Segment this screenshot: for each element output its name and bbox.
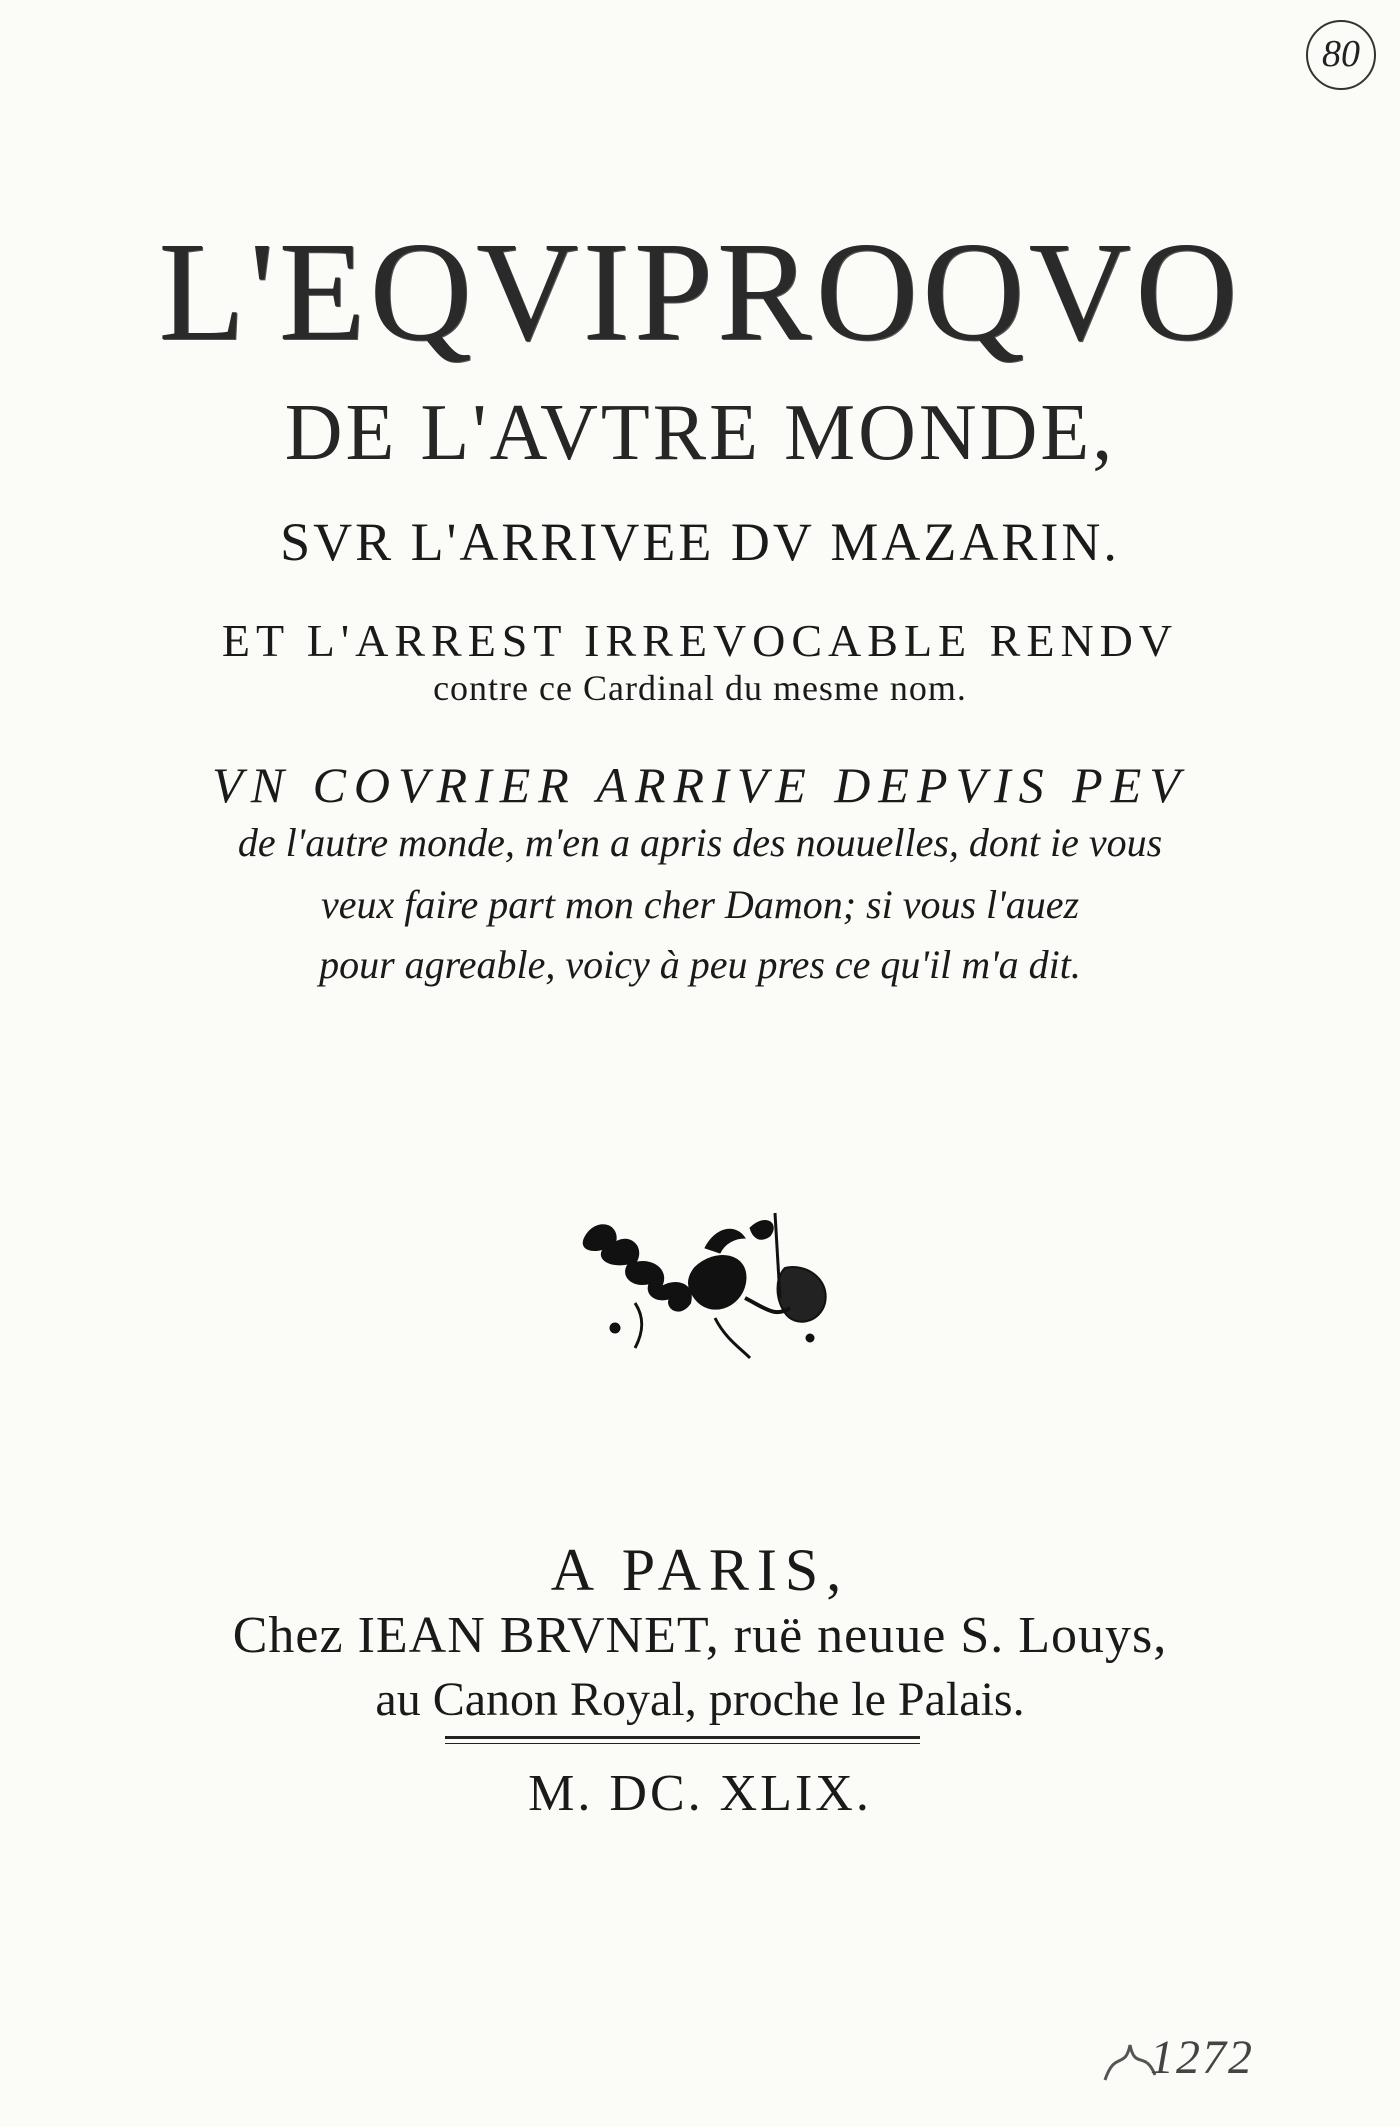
imprint-place: A PARIS,	[550, 1537, 850, 1603]
title-line-3: SVR L'ARRIVEE DV MAZARIN.	[280, 512, 1120, 572]
printers-ornament-icon	[575, 1208, 845, 1368]
imprint-address: au Canon Royal, proche le Palais.	[375, 1673, 1025, 1726]
intro-line-3: veux faire part mon cher Damon; si vous l'auez	[320, 882, 1080, 927]
shelfmark: 1272	[1150, 2031, 1254, 2084]
divider-rule	[445, 1736, 920, 1739]
title-line-5: contre ce Cardinal du mesme nom.	[433, 668, 967, 708]
intro-line-4: pour agreable, voicy à peu pres ce qu'il m'a dit.	[319, 942, 1081, 987]
imprint-printer: Chez IEAN BRVNET, ruë neuue S. Louys,	[232, 1607, 1168, 1664]
intro-line-2: de l'autre monde, m'en a apris des nouuelles, dont ie vous	[237, 820, 1163, 865]
divider-rule-thin	[445, 1743, 920, 1744]
title-line-4: ET L'ARREST IRREVOCABLE RENDV	[221, 615, 1179, 666]
title-main: L'EQVIPROQVO	[158, 212, 1242, 370]
title-line-2: DE L'AVTRE MONDE,	[284, 389, 1116, 477]
page-number-stamp: 80	[1306, 20, 1376, 90]
intro-line-1: VN COVRIER ARRIVE DEPVIS PEV	[212, 757, 1188, 813]
imprint-date: M. DC. XLIX.	[528, 1765, 872, 1822]
